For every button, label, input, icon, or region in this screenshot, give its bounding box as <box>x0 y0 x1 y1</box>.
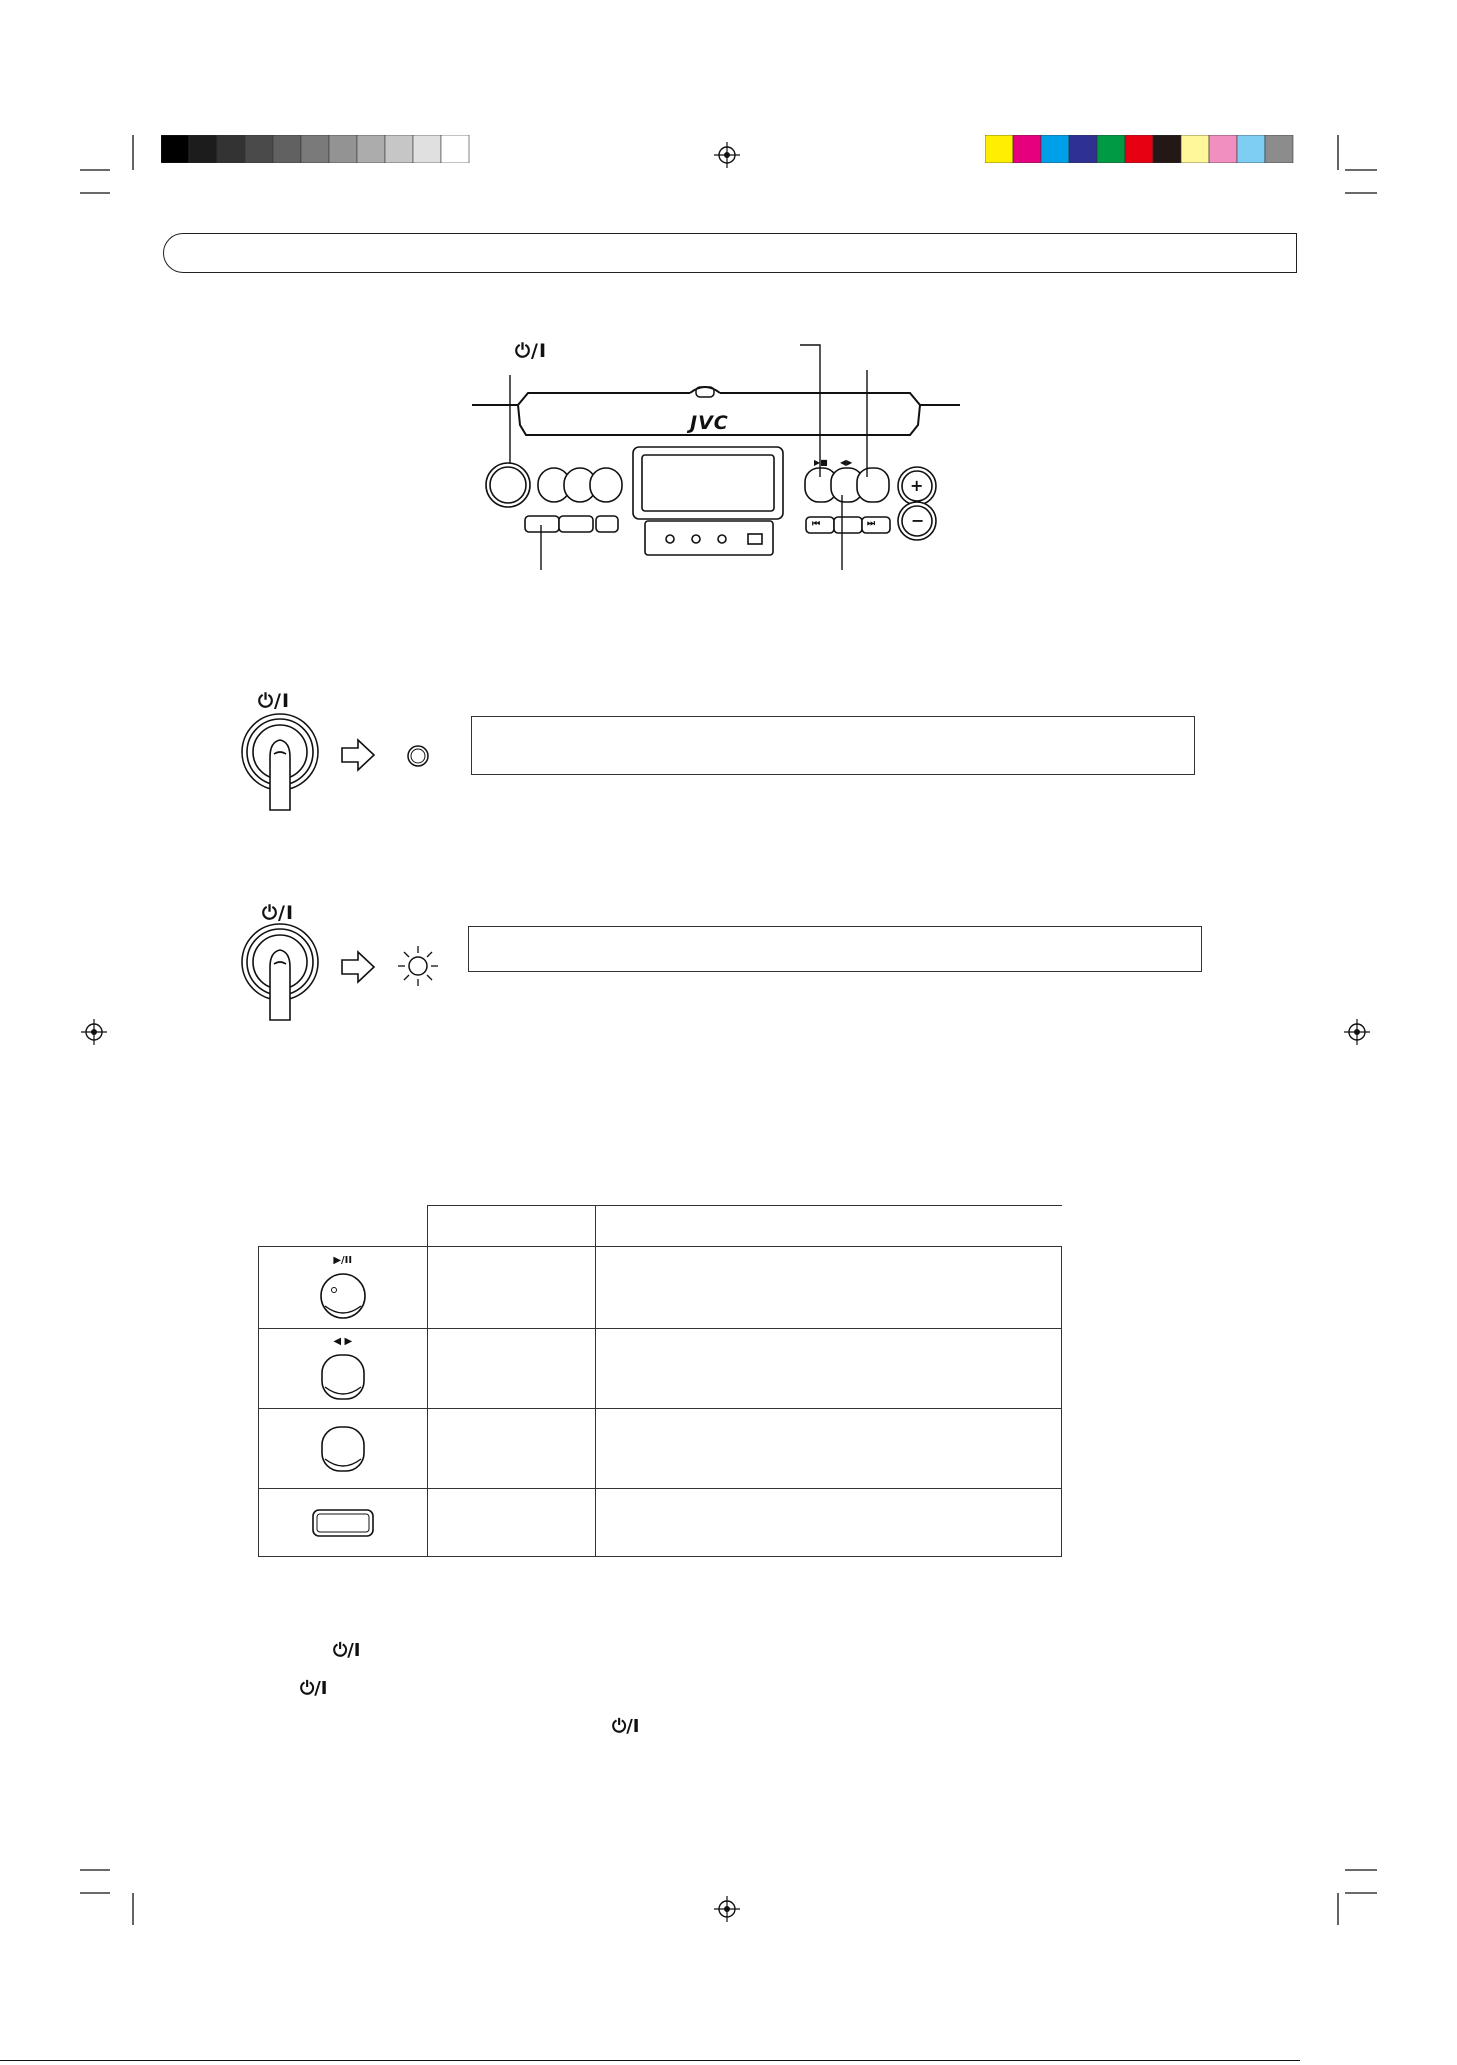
note-power-symbol-2: ⏻/I <box>300 1678 328 1699</box>
table-header-row <box>259 1206 1062 1247</box>
table-row <box>259 1329 1062 1409</box>
table-row <box>259 1489 1062 1557</box>
play-pause-label: ▶/II <box>333 1255 353 1266</box>
finger-press-power-button-icon <box>240 712 320 812</box>
bottom-rule <box>0 2060 1300 2061</box>
registration-target-right <box>1343 1018 1371 1046</box>
volume-plus-label: + <box>910 476 924 495</box>
rectangular-button-icon <box>308 1506 378 1540</box>
play-pause-button-icon <box>313 1268 373 1324</box>
step-on-description-box <box>471 716 1195 775</box>
play-stop-mark: ▶■ <box>814 458 828 467</box>
arrow-right-icon <box>340 738 376 772</box>
registration-target-left <box>80 1018 108 1046</box>
mode-mark: ◀▶ <box>840 458 853 467</box>
skip-back-mark: ⏮ <box>812 519 821 529</box>
button-function-table <box>258 1205 1062 1557</box>
table-header-cell <box>595 1206 1062 1247</box>
registration-target-top <box>713 141 741 169</box>
registration-target-bottom <box>713 1895 741 1923</box>
table-row <box>259 1247 1062 1329</box>
indicator-lamp-off-icon <box>404 742 432 770</box>
arrow-right-icon <box>340 950 376 984</box>
mode-button-icon <box>313 1349 373 1405</box>
table-header-cell <box>427 1206 595 1247</box>
note-power-symbol-3: ⏻/I <box>612 1716 640 1737</box>
round-button-icon <box>313 1421 373 1477</box>
note-power-symbol-1: ⏻/I <box>333 1640 361 1661</box>
step-standby-description-box <box>468 926 1202 972</box>
table-row <box>259 1409 1062 1489</box>
power-symbol-callout: ⏻/I <box>515 340 548 362</box>
power-symbol-step-standby: ⏻/I <box>262 902 295 924</box>
device-front-panel-illustration <box>470 335 970 575</box>
volume-minus-label: − <box>911 511 925 530</box>
skip-fwd-mark: ⏭ <box>867 519 876 529</box>
mode-label: ◀ ▶ <box>333 1336 353 1347</box>
section-title-bar <box>163 233 1297 273</box>
finger-press-power-button-icon <box>240 922 320 1022</box>
power-symbol-step-on: ⏻/I <box>258 690 291 712</box>
indicator-lamp-on-icon <box>396 944 440 988</box>
brand-logo: JVC <box>690 412 729 434</box>
